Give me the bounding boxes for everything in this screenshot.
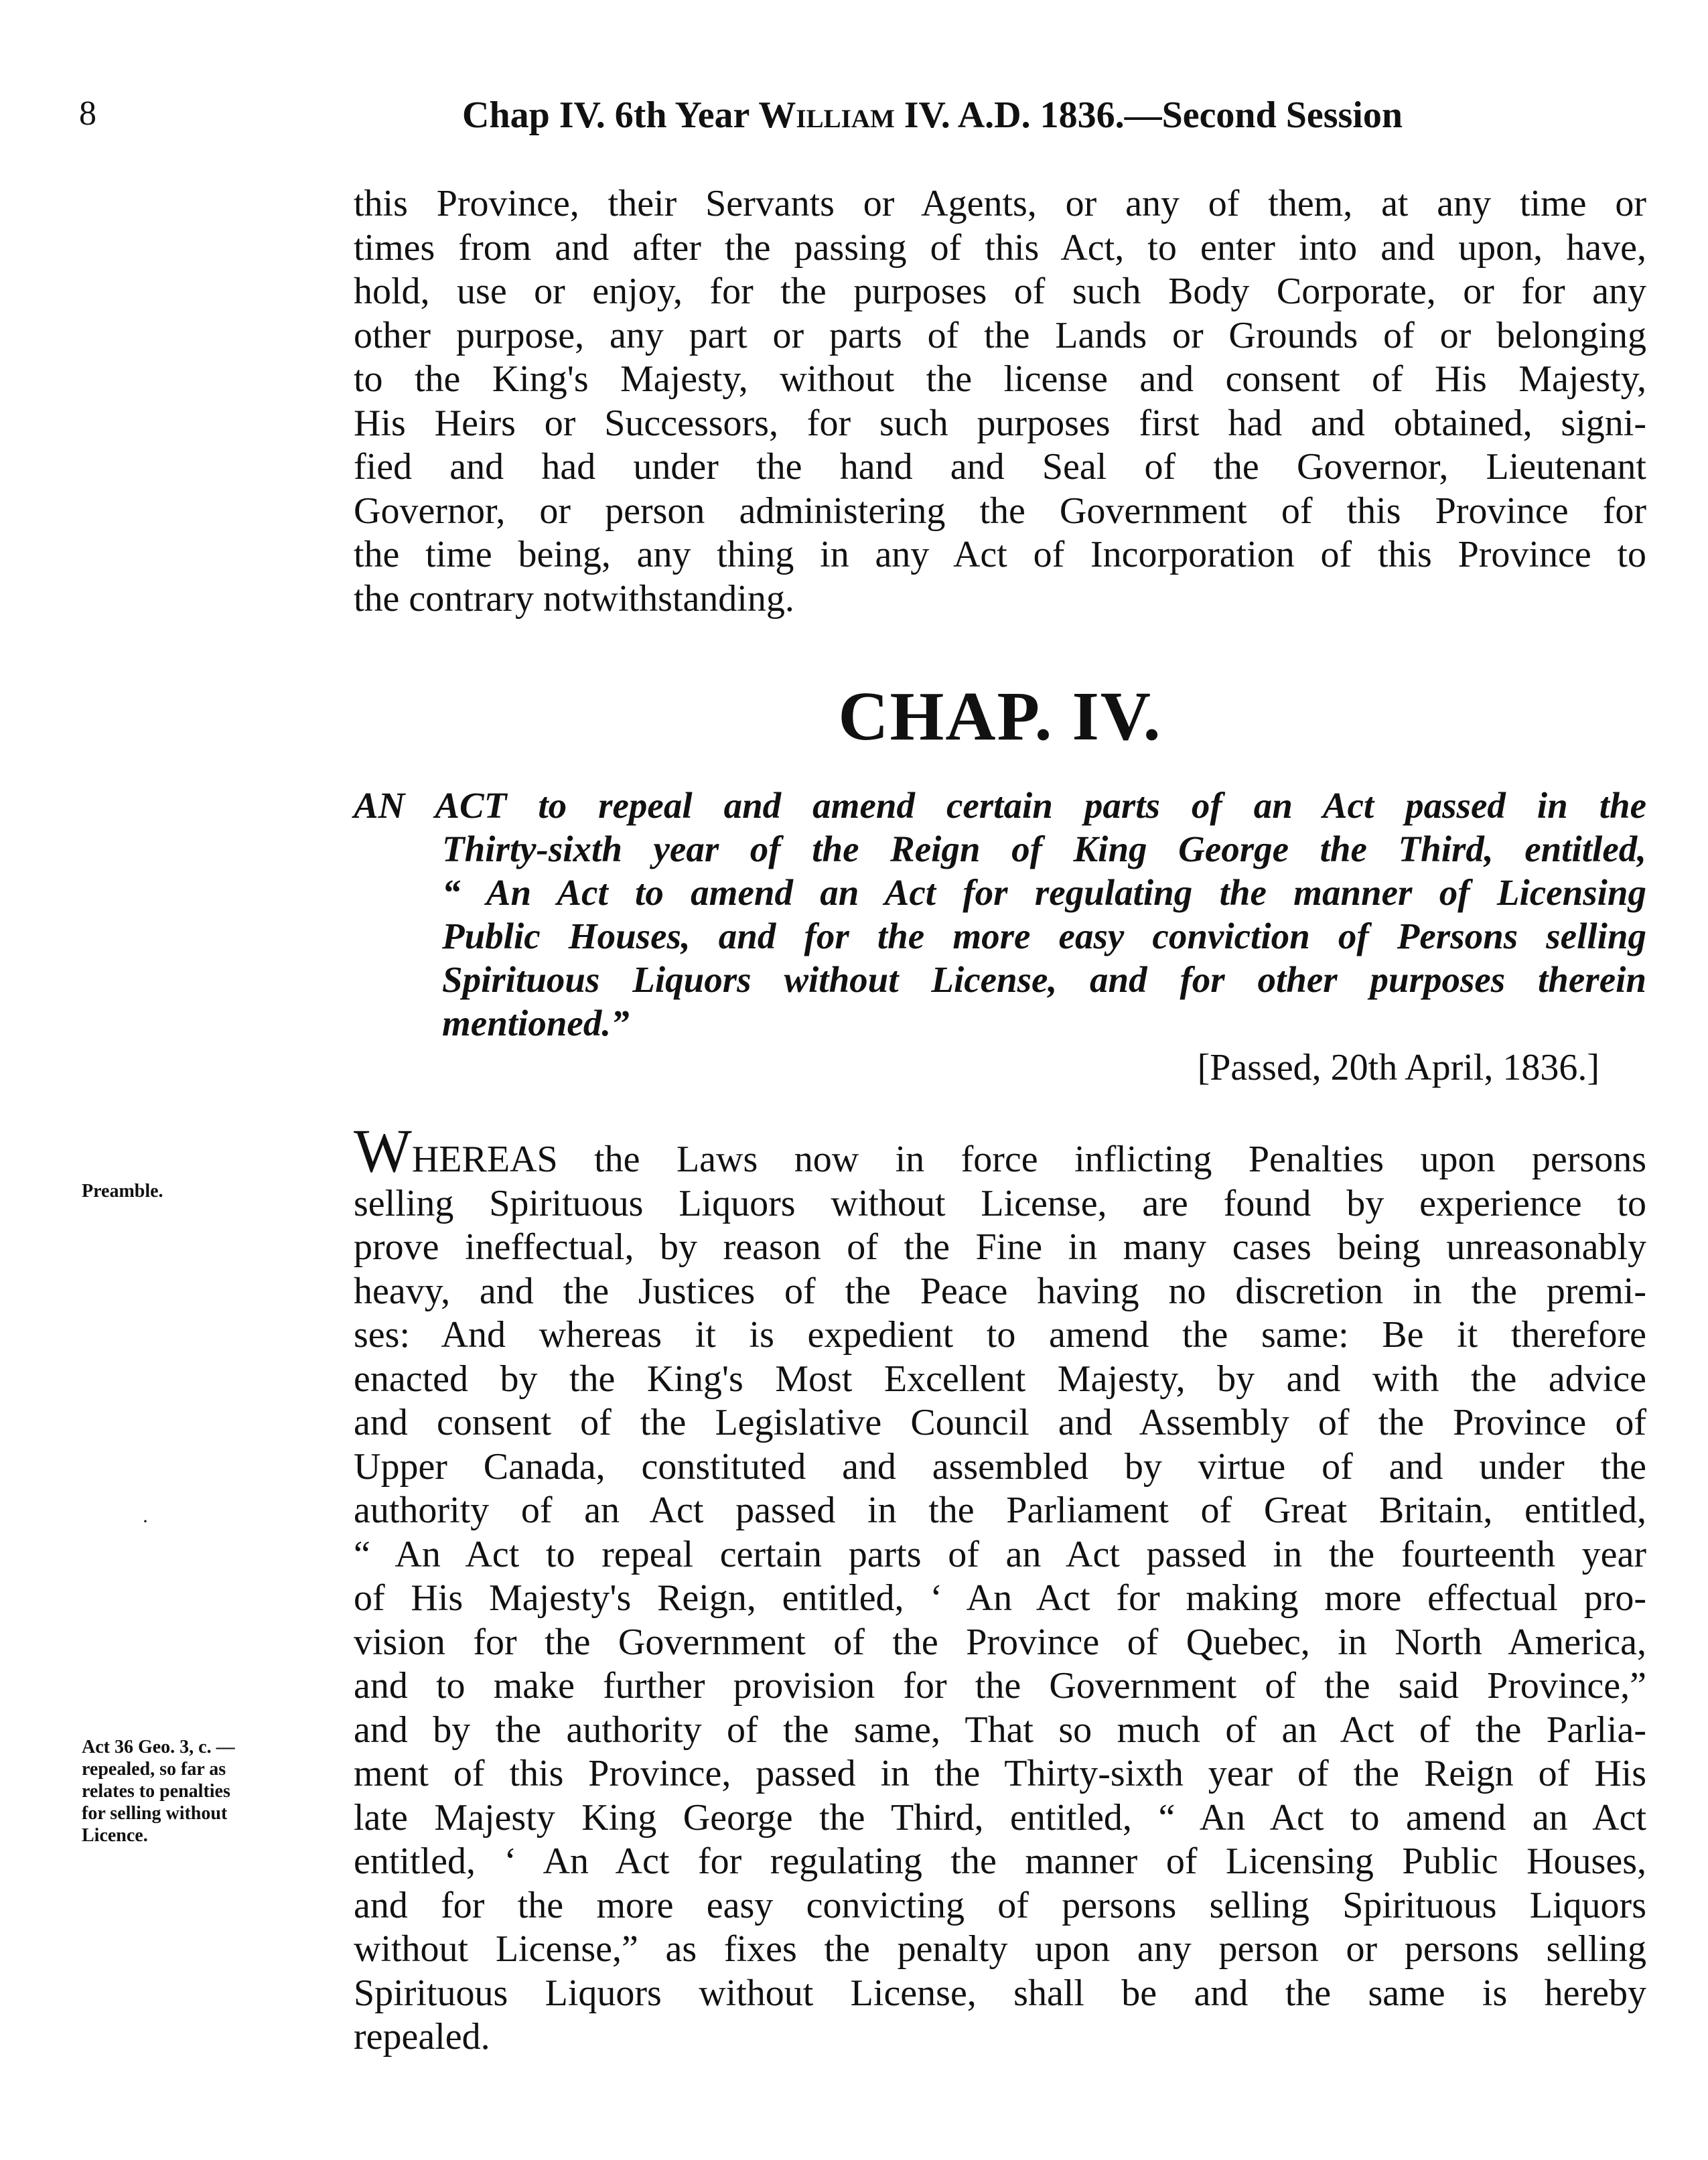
text-line: Governor, or person administering the Government of this Province for [354,490,1646,532]
text-line: and for the more easy convicting of persons selling Spirituous Liquors [354,1884,1646,1926]
text-line: without License,” as fixes the penalty upon any person or persons selling [354,1928,1646,1970]
act-title-line: “ An Act to amend an Act for regulating the manner of Licensing [442,872,1646,913]
text-line: Upper Canada, constituted and assembled by virtue of and under the [354,1445,1646,1488]
text-line: “ An Act to repeal certain parts of an Act passed in the fourteenth year [354,1533,1646,1575]
text-line: other purpose, any part or parts of the Lands or Grounds of or belonging [354,314,1646,356]
text-line: His Heirs or Successors, for such purposes first had and obtained, signi- [354,402,1646,444]
passed-date: [Passed, 20th April, 1836.] [1197,1047,1599,1088]
text-line: fied and had under the hand and Seal of the Governor, Lieutenant [354,446,1646,488]
margin-note-line: repealed, so far as [82,1759,226,1780]
continued-paragraph [354,182,1646,621]
text-line: hold, use or enjoy, for the purposes of such Body Corporate, or for any [354,271,1646,312]
text-line: the time being, any thing in any Act of Incorporation of this Province to [354,534,1646,575]
act-title-line: Thirty-sixth year of the Reign of King George the Third, entitled, [442,829,1646,869]
act-title-line: mentioned.” [442,1003,630,1043]
main-paragraph [354,1117,1646,2060]
text-line: entitled, ‘ An Act for regulating the manner of Licensing Public Houses, [354,1841,1646,1882]
margin-note-line: Act 36 Geo. 3, c. — [82,1737,235,1757]
text-line: selling Spirituous Liquors without License, are found by experience to [354,1182,1646,1224]
margin-note-line: Licence. [82,1825,148,1846]
text-line: and by the authority of the same, That so much of an Act of the Parlia- [354,1709,1646,1751]
text-line: vision for the Government of the Province of Quebec, in North America, [354,1621,1646,1663]
text-line: this Province, their Servants or Agents, or any of them, at any time or [354,183,1646,224]
text-line: times from and after the passing of this Act, to enter into and upon, have, [354,226,1646,269]
first-line-rest: HEREAS the Laws now in force inflicting Penalties upon persons [411,1139,1646,1180]
act-title-line: Spirituous Liquors without License, and for other purposes therein [442,959,1646,1000]
print-speck: · [142,1510,149,1532]
running-head [462,94,1601,137]
act-title [354,784,1646,1045]
act-title-line: Public Houses, and for the more easy conviction of Persons selling [442,916,1646,956]
text-line: heavy, and the Justices of the Peace having no discretion in the premi- [354,1270,1646,1312]
text-line: of His Majesty's Reign, entitled, ‘ An Act for making more effectual pro- [354,1577,1646,1619]
running-head-pre: Chap IV. 6th Year [462,94,759,136]
text-line: and consent of the Legislative Council and Assembly of the Province of [354,1402,1646,1443]
text-line [354,1117,1646,1185]
text-line: prove ineffectual, by reason of the Fine in many cases being unreasonably [354,1226,1646,1268]
chapter-heading: CHAP. IV. [838,678,1162,755]
margin-note-line: for selling without [82,1803,228,1824]
text-line: to the King's Majesty, without the license and consent of His Majesty, [354,358,1646,400]
text-line: and to make further provision for the Government of the said Province,” [354,1665,1646,1707]
text-line: Spirituous Liquors without License, shall be and the same is hereby [354,1972,1646,2014]
drop-cap: W [354,1117,412,1185]
act-title-line: AN ACT to repeal and amend certain parts of an Act passed in the [354,785,1646,826]
page-number: 8 [79,94,96,133]
margin-note-act-36 [82,1736,323,1847]
text-line: the contrary notwithstanding. [354,577,794,620]
text-line: late Majesty King George the Third, entitled, “ An Act to amend an Act [354,1796,1646,1839]
text-line: ses: And whereas it is expedient to amend the same: Be it therefore [354,1314,1646,1356]
text-line: authority of an Act passed in the Parliament of Great Britain, entitled, [354,1490,1646,1531]
text-line: ment of this Province, passed in the Thirty-sixth year of the Reign of His [354,1753,1646,1794]
margin-note-preamble: Preamble. [82,1181,163,1202]
text-line: enacted by the King's Most Excellent Majesty, by and with the advice [354,1358,1646,1400]
text-line: repealed. [354,2016,490,2058]
running-head-post: IV. A.D. 1836.—Second Session [894,94,1403,136]
running-head-small-caps: William [758,94,895,136]
margin-note-line: relates to penalties [82,1781,230,1802]
